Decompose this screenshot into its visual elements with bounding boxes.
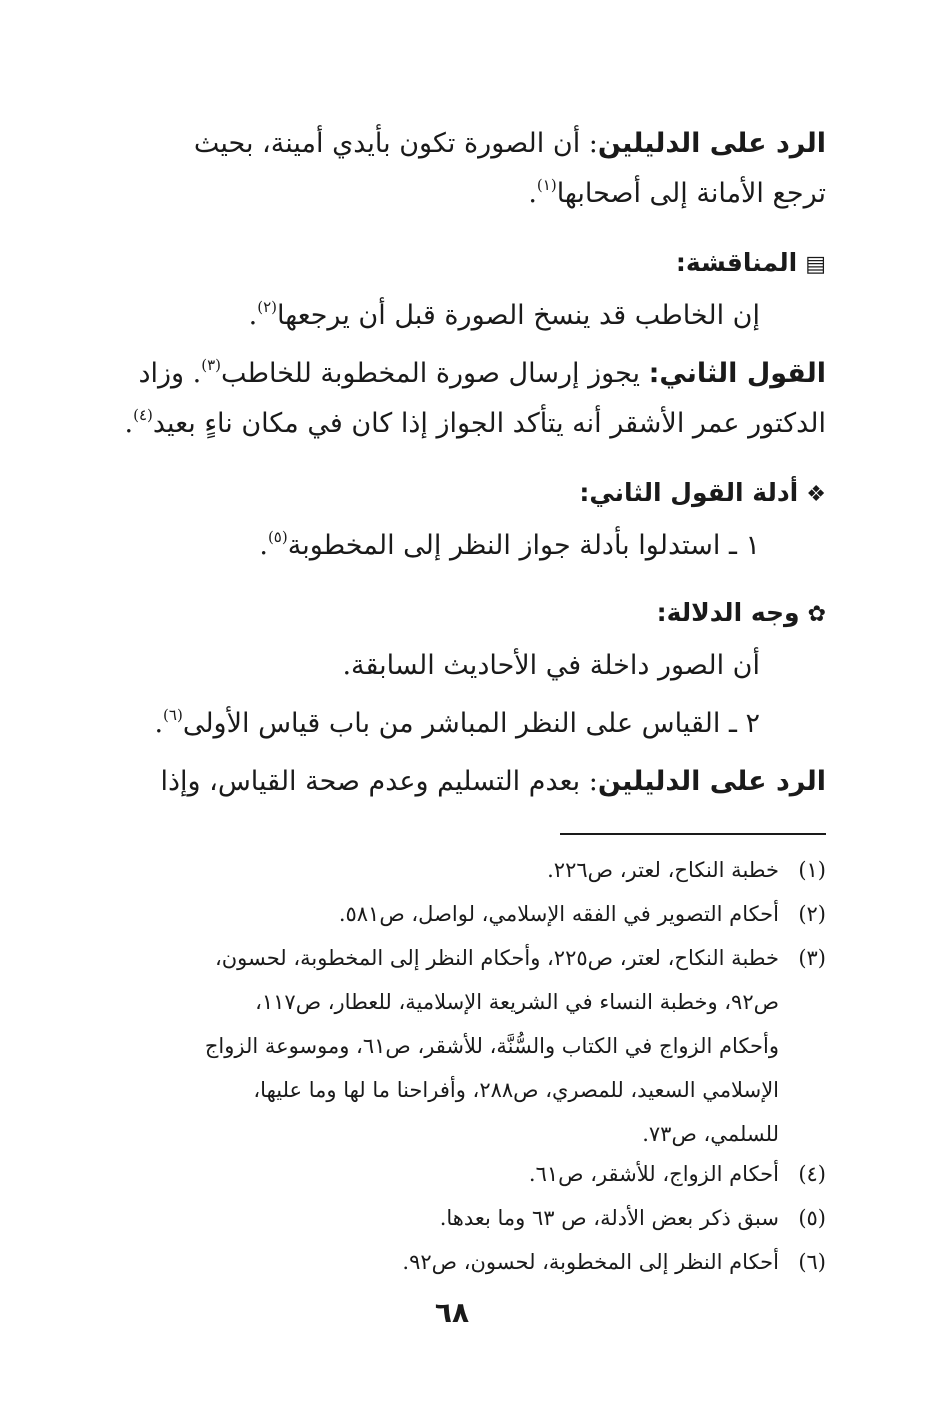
reply2-line: الرد على الدليلين: بعدم التسليم وعدم صحة القياس، وإذا xyxy=(160,766,826,797)
indication-heading: ✿وجه الدلالة: xyxy=(656,598,826,627)
evidence-item-2: ٢ ـ القياس على النظر المباشر من باب قياس الأولى$^{(٦)}$. xyxy=(154,706,760,739)
indication-text: أن الصور داخلة في الأحاديث السابقة. xyxy=(342,650,760,681)
footnotes xyxy=(66,0,826,1290)
page-number: ٦٨ xyxy=(434,1296,470,1329)
second-opinion-label: القول الثاني: xyxy=(648,358,826,389)
footnote-5: (٥) سبق ذكر بعض الأدلة، ص ٦٣ وما بعدها. xyxy=(439,1206,826,1230)
footnote-3: (٣) خطبة النكاح، لعتر، ص٢٢٥، وأحكام النظر إلى المخطوبة، لحسون، ص٩٢، وخطبة النساء في الشريعة الإسلامية، للعطار، ص١١٧، وأحكام الزواج في الكتاب والسُّنَّة، للأشقر، ص٦١، وموسوعة الزواج الإسلامي السعيد، للمصري، ص٢٨٨، وأفراحنا ما لها وما عليها، للسلمي، ص٧٣. xyxy=(204,946,826,1146)
footnote-ref-2: (٢) xyxy=(257,298,278,316)
footnote-ref-4: (٤) xyxy=(133,406,153,424)
evidence-item-1: ١ ـ استدلوا بأدلة جواز النظر إلى المخطوبة$^{(٥)}$. xyxy=(259,528,760,561)
footnote-2: (٢) أحكام التصوير في الفقه الإسلامي، لواصل، ص٥٨١. xyxy=(338,902,826,926)
second-opinion-line-1: القول الثاني: يجوز إرسال صورة المخطوبة للخاطب$^{(٣)}$. وزاد xyxy=(138,356,826,389)
evidence-heading: ❖أدلة القول الثاني: xyxy=(579,478,826,507)
footnote-4: (٤) أحكام الزواج، للأشقر، ص٦١. xyxy=(528,1162,826,1186)
flower-icon: ✿ xyxy=(807,602,826,627)
second-opinion-line-2: الدكتور عمر الأشقر أنه يتأكد الجواز إذا كان في مكان ناءٍ بعيد$^{(٤)}$. xyxy=(124,406,826,439)
footnote-ref-6: (٦) xyxy=(163,706,183,724)
reply-line-2: ترجع الأمانة إلى أصحابها$^{(١)}$. xyxy=(528,176,826,209)
footnote-ref-5: (٥) xyxy=(267,528,288,546)
footnote-ref-1: (١) xyxy=(536,176,557,194)
discussion-text: إن الخاطب قد ينسخ الصورة قبل أن يرجعها$^{(٢)}$. xyxy=(248,298,760,331)
reply-text: : أن الصورة تكون بأيدي أمينة، بحيث xyxy=(193,128,598,159)
footnote-6: (٦) أحكام النظر إلى المخطوبة، لحسون، ص٩٢. xyxy=(402,1250,826,1274)
reply2-label: الرد على الدليلين xyxy=(597,766,826,797)
footnote-ref-3: (٣) xyxy=(201,356,222,374)
document-icon: ▤ xyxy=(805,252,826,277)
footnote-1: (١) خطبة النكاح، لعتر، ص٢٢٦. xyxy=(547,858,826,882)
book-icon: ❖ xyxy=(806,482,826,507)
discussion-heading: ▤المناقشة: xyxy=(675,248,826,277)
reply-label: الرد على الدليلين xyxy=(597,128,826,159)
